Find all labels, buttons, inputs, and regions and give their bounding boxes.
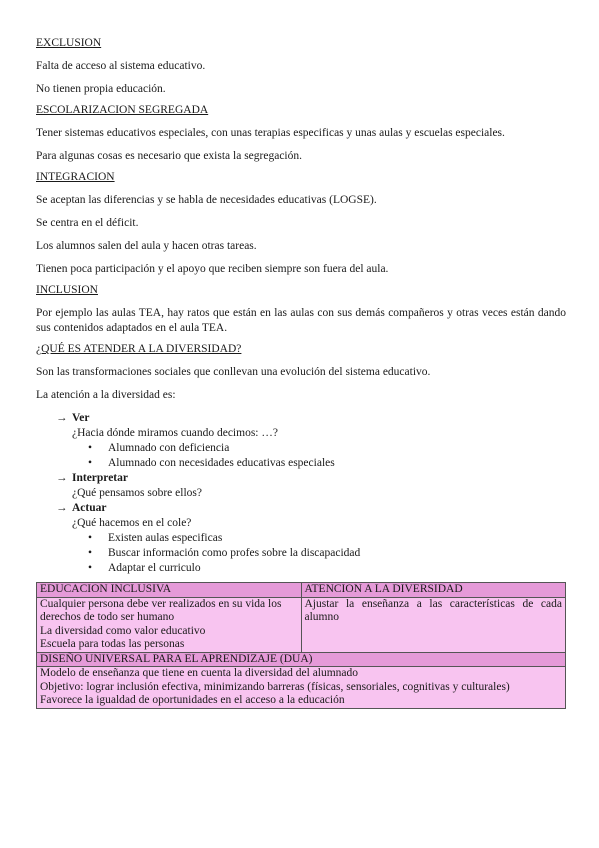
segregada-line-2: Para algunas cosas es necesario que exista la segregación. — [36, 150, 302, 162]
list-item-question: ¿Qué hacemos en el cole? — [72, 517, 192, 529]
list-item-title: Interpretar — [72, 472, 128, 484]
table-cell-line: Modelo de enseñanza que tiene en cuenta la diversidad del alumnado — [40, 667, 359, 679]
exclusion-line-2: No tienen propia educación. — [36, 83, 166, 95]
document-page — [36, 36, 566, 709]
bullet-item: • Adaptar el curriculo — [88, 562, 201, 574]
table-cell-line: Favorece la igualdad de oportunidades en el acceso a la educación — [40, 694, 345, 706]
heading-diversidad: ¿QUÉ ES ATENDER A LA DIVERSIDAD? — [36, 343, 242, 355]
bullet-icon: • — [88, 442, 93, 454]
table-header-dua: DISEÑO UNIVERSAL PARA EL APRENDIZAJE (DUA) — [37, 652, 566, 667]
summary-table — [36, 582, 566, 709]
integracion-line-1: Se aceptan las diferencias y se habla de necesidades educativas (LOGSE). — [36, 194, 377, 206]
table-cell-line: Objetivo: lograr inclusión efectiva, minimizando barreras (físicas, sensoriales, cognitivas y culturales) — [40, 680, 510, 693]
integracion-line-2: Se centra en el déficit. — [36, 217, 139, 229]
bullet-icon: • — [88, 547, 93, 559]
heading-segregada: ESCOLARIZACION SEGREGADA — [36, 104, 209, 116]
list-item-ver — [56, 411, 566, 426]
list-item-actuar — [56, 501, 566, 516]
arrow-icon: → — [56, 502, 68, 514]
bullet-item: • Buscar información como profes sobre la discapacidad — [88, 547, 361, 559]
table-header-educacion-inclusiva: EDUCACION INCLUSIVA — [37, 583, 302, 598]
list-item-title: Actuar — [72, 502, 107, 514]
table-cell-dua — [37, 667, 566, 709]
bullet-icon: • — [88, 532, 93, 544]
integracion-line-3: Los alumnos salen del aula y hacen otras tareas. — [36, 240, 257, 252]
segregada-line-1: Tener sistemas educativos especiales, con unas terapias especificas y unas aulas y escuelas especiales. — [36, 127, 505, 139]
table-cell-atencion-diversidad: Ajustar la enseñanza a las características de cada alumno — [301, 597, 566, 652]
table-header-atencion-diversidad: ATENCION A LA DIVERSIDAD — [301, 583, 566, 598]
table-cell-educacion-inclusiva — [37, 597, 302, 652]
arrow-icon: → — [56, 412, 68, 424]
diversidad-line-2: La atención a la diversidad es: — [36, 389, 176, 401]
bullet-item: • Existen aulas especificas — [88, 532, 223, 544]
inclusion-paragraph: Por ejemplo las aulas TEA, hay ratos que están en las aulas con sus demás compañeros y otras veces están dando sus contenidos adaptados en el aula TEA. — [36, 307, 566, 334]
bullet-icon: • — [88, 562, 93, 574]
table-cell-line: La diversidad como valor educativo — [40, 624, 206, 637]
exclusion-line-1: Falta de acceso al sistema educativo. — [36, 60, 206, 72]
bullet-item: • Alumnado con necesidades educativas especiales — [88, 457, 335, 469]
table-cell-line: Escuela para todas las personas — [40, 638, 185, 650]
heading-integracion: INTEGRACION — [36, 171, 115, 183]
list-item-question: ¿Qué pensamos sobre ellos? — [72, 487, 202, 499]
heading-exclusion: EXCLUSION — [36, 37, 102, 49]
list-item-question: ¿Hacia dónde miramos cuando decimos: …? — [72, 427, 278, 439]
diversidad-line-1: Son las transformaciones sociales que conllevan una evolución del sistema educativo. — [36, 366, 431, 378]
list-item-title: Ver — [72, 412, 90, 424]
heading-inclusion: INCLUSION — [36, 284, 98, 296]
table-cell-line: Cualquier persona debe ver realizados en su vida los derechos de todo ser humano — [40, 597, 282, 623]
bullet-item: • Alumnado con deficiencia — [88, 442, 230, 454]
integracion-line-4: Tienen poca participación y el apoyo que reciben siempre son fuera del aula. — [36, 263, 389, 275]
bullet-icon: • — [88, 457, 93, 469]
list-item-interpretar — [56, 471, 566, 486]
arrow-icon: → — [56, 472, 68, 484]
